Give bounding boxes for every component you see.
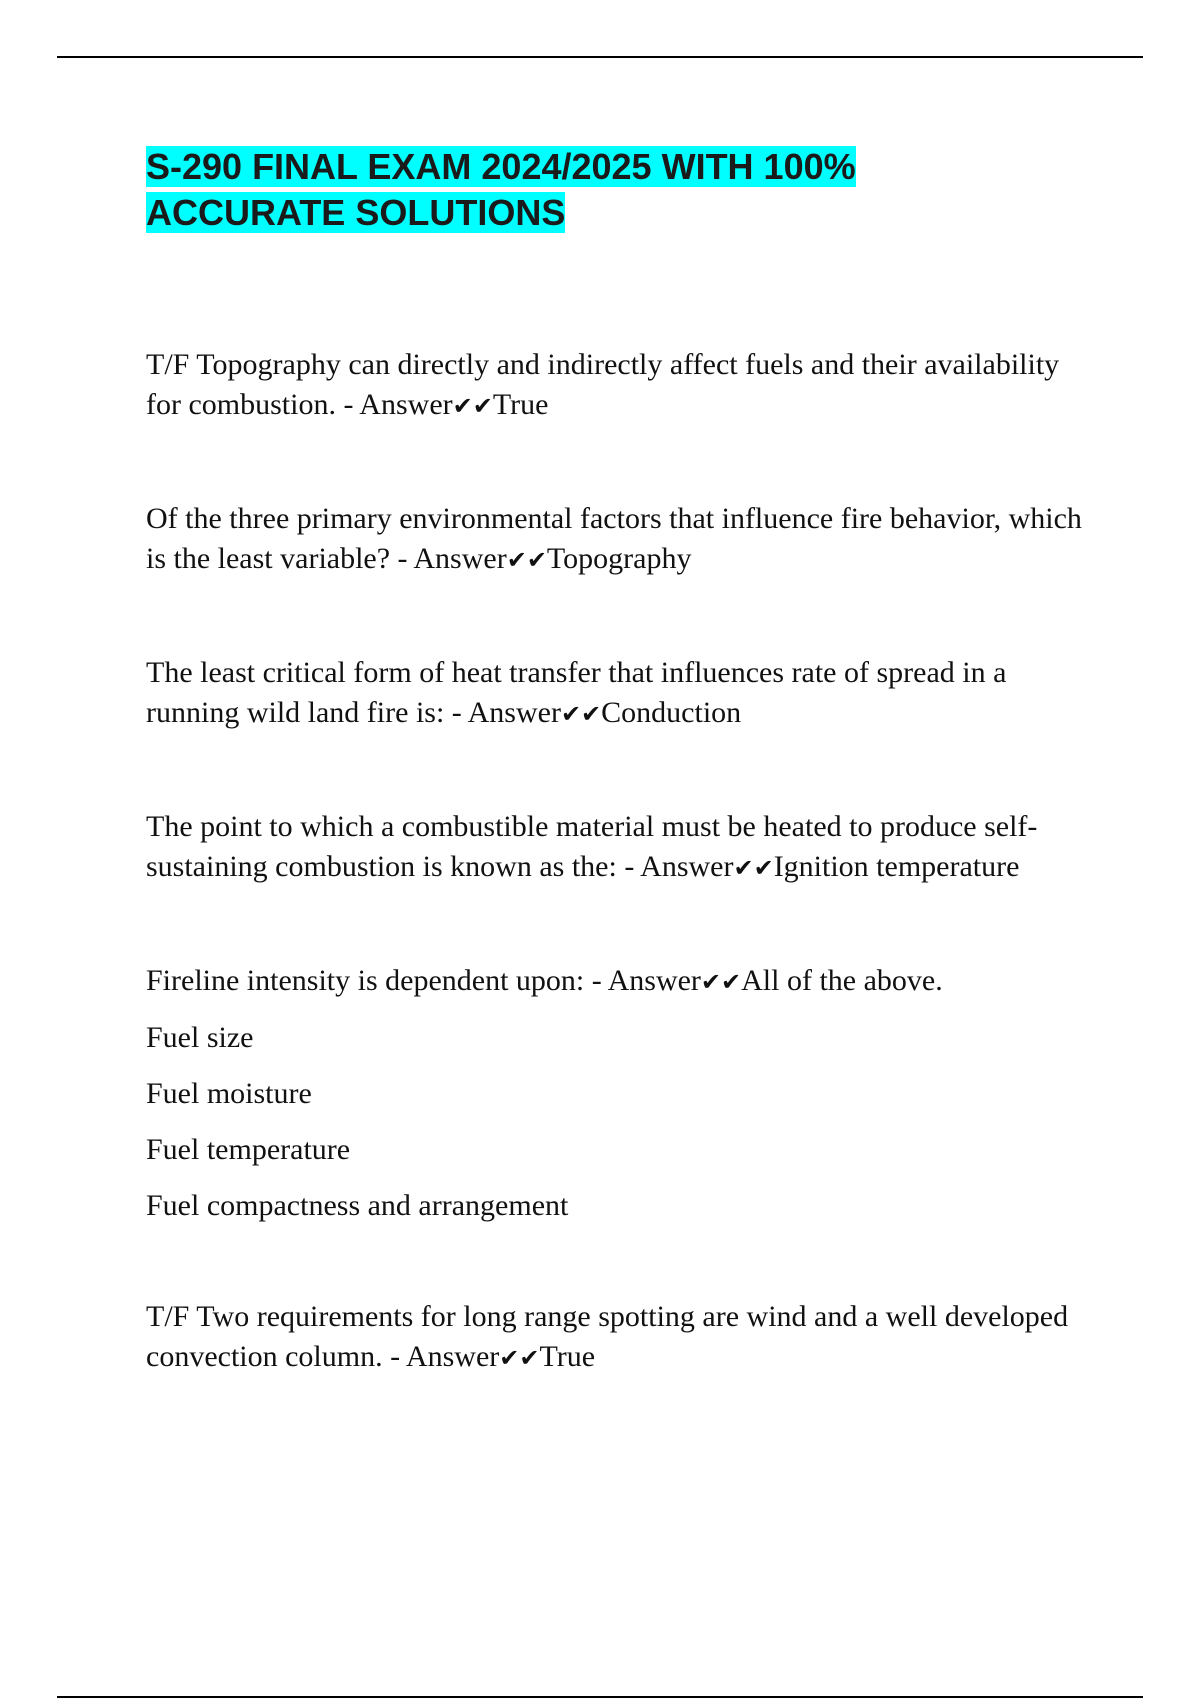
- title-line-2: ACCURATE SOLUTIONS: [146, 192, 566, 233]
- question-list: [146, 345, 1086, 1378]
- question-item: [146, 653, 1086, 734]
- answer-option: Fuel moisture: [146, 1077, 312, 1110]
- check-mark-icon: ✔✔: [700, 968, 742, 996]
- answer-text: All of the above.: [741, 964, 943, 997]
- question-text: Of the three primary environmental factors that influence fire behavior, which is the least variable? - Answer: [146, 502, 1082, 575]
- answer-option: Fuel temperature: [146, 1133, 351, 1166]
- check-mark-icon: ✔✔: [499, 1344, 540, 1372]
- question-line: [146, 961, 1086, 1002]
- answer-text: Ignition temperature: [773, 850, 1020, 883]
- question-text: Fireline intensity is dependent upon: - Answer: [146, 964, 701, 997]
- question-text: The least critical form of heat transfer that influences rate of spread in a running wild land fire is: - Answer: [146, 656, 1007, 729]
- title-line-1: S-290 FINAL EXAM 2024/2025 WITH 100%: [146, 146, 856, 187]
- question-text: T/F Two requirements for long range spotting are wind and a well developed convection column. - Answer: [146, 1300, 1069, 1373]
- question-text: T/F Topography can directly and indirectly affect fuels and their availability for combustion. - Answer: [146, 348, 1060, 421]
- question-item: [146, 345, 1086, 426]
- question-item: [146, 1297, 1086, 1378]
- check-mark-icon: ✔✔: [733, 854, 774, 882]
- question-item: [146, 807, 1086, 888]
- top-rule: [57, 56, 1143, 58]
- page-title: [146, 144, 1146, 236]
- check-mark-icon: ✔✔: [506, 546, 547, 574]
- check-mark-icon: ✔✔: [452, 392, 493, 420]
- bottom-rule: [57, 1696, 1143, 1698]
- check-mark-icon: ✔✔: [560, 700, 602, 728]
- question-item: [146, 961, 1086, 1226]
- answer-text: True: [492, 388, 549, 421]
- question-text: The point to which a combustible material must be heated to produce self-sustaining combustion is known as the: - Answer: [146, 810, 1038, 883]
- answer-option: Fuel size: [146, 1021, 254, 1054]
- answer-text: Conduction: [601, 696, 742, 729]
- answer-text: Topography: [546, 542, 692, 575]
- answer-text: True: [539, 1340, 596, 1373]
- answer-option: Fuel compactness and arrangement: [146, 1189, 569, 1222]
- question-item: [146, 499, 1086, 580]
